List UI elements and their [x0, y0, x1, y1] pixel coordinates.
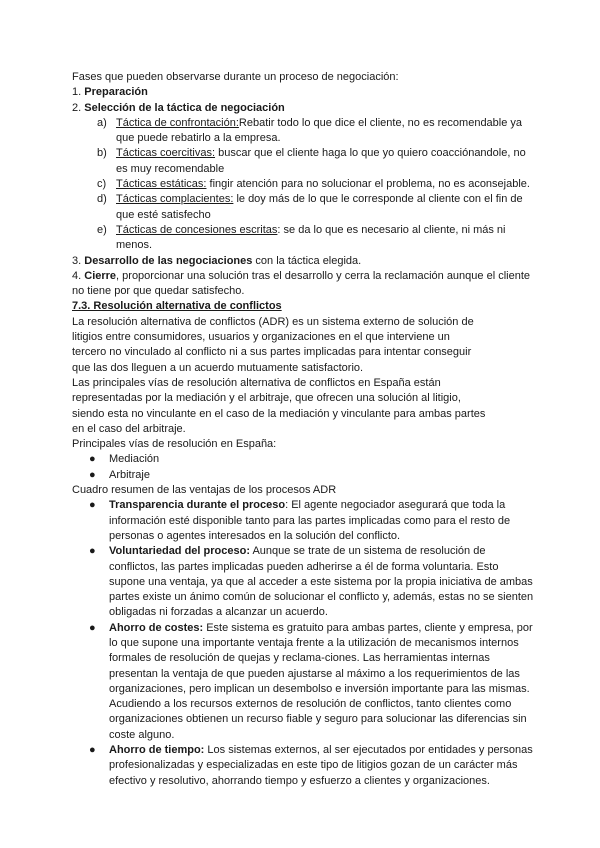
tactic-item [72, 192, 534, 223]
document-body [72, 70, 534, 789]
tactic-item [72, 116, 534, 147]
bullet-icon: ● [89, 621, 96, 634]
list-item [72, 468, 534, 483]
tactics-list [72, 116, 534, 254]
phase-text: con la táctica elegida. [252, 254, 362, 267]
phase-title: Selección de la táctica de negociación [84, 101, 285, 114]
bullet-icon: ● [89, 468, 96, 481]
tactic-text: buscar que el cliente haga lo que yo quiero coacciónandole, no es muy recomendable [116, 147, 526, 175]
phase-1 [72, 85, 534, 100]
tactic-letter: e) [97, 223, 107, 236]
tactic-text: le doy más de lo que le corresponde al cliente con el fin de que esté satisfecho [116, 193, 523, 221]
phase-number: 4. [72, 269, 82, 282]
tactic-item [72, 177, 534, 192]
advantage-text: Este sistema es gratuito para ambas partes, cliente y empresa, por lo que supone una importante ventaja frente a la utilización de mecanismos internos formales de resolución de quejas y reclama-ciones. Las herramientas internas presentan la ventaja de que pueden ajustarse al máximo a los requerimientos de las organizaciones, pero implican un desembolso e inversión importante para las mismas. Acudiendo a los recursos externos de resolución de conflictos, tanto clientes como organizaciones obtienen un recurso fiable y seguro para solucionar las diferencias sin coste alguno. [109, 621, 533, 741]
tactic-text: fingir atención para no solucionar el problema, no es aconsejable. [206, 178, 530, 191]
phase-2 [72, 101, 534, 116]
tactic-text: : se da lo que es necesario al cliente, ni más ni menos. [116, 223, 506, 252]
advantage-title: Ahorro de costes: [109, 621, 204, 634]
advantage-title: Transparencia durante el proceso [109, 499, 286, 512]
tactic-name: Tácticas de concesiones escritas [116, 223, 278, 236]
tactic-text: Rebatir todo lo que dice el cliente, no es recomendable ya que puede rebatirlo a la empresa. [116, 116, 523, 145]
phase-3 [72, 254, 534, 269]
bullet-icon: ● [89, 453, 96, 466]
list-item-text: Mediación [109, 453, 160, 466]
phase-title: Preparación [84, 86, 148, 99]
tactic-item [72, 223, 534, 254]
tactic-letter: c) [97, 178, 107, 191]
advantage-item [72, 498, 534, 544]
phase-number: 2. [72, 101, 82, 114]
advantage-item [72, 743, 534, 789]
phase-text: , proporcionar una solución tras el desarrollo y cerra la reclamación aunque el cliente no tiene por que quedar satisfecho. [72, 269, 530, 298]
tactic-letter: b) [97, 147, 107, 160]
phase-title: Desarrollo de las negociaciones [84, 254, 253, 267]
tactic-letter: a) [97, 116, 107, 129]
section-heading: 7.3. Resolución alternativa de conflictos [72, 300, 282, 313]
phase-number: 1. [72, 86, 82, 99]
paragraph-adr-vias: Las principales vías de resolución alternativa de conflictos en España están representadas por la mediación y el arbitraje, que ofrecen una solución al litigio, siendo esta no vinculante en el caso de la mediación y vinculante para ambas partes en el caso del arbitraje. [72, 376, 486, 435]
advantages-list [72, 498, 534, 789]
advantage-item [72, 544, 534, 620]
bullet-icon: ● [89, 744, 96, 757]
phase-number: 3. [72, 254, 82, 267]
tactic-name: Tácticas estáticas: [116, 178, 207, 191]
advantage-title: Voluntariedad del proceso: [109, 545, 250, 558]
tactic-name: Táctica de confrontación: [116, 116, 239, 129]
paragraph-adr-definition: La resolución alternativa de conflictos (ADR) es un sistema externo de solución de litigios entre consumidores, usuarios y organizaciones en el que interviene un tercero no vinculado al conflicto ni a sus partes implicadas para intentar conseguir que las dos lleguen a un acuerdo mutuamente satisfactorio. [72, 315, 474, 374]
vias-title: Principales vías de resolución en España: [72, 438, 277, 451]
advantage-title: Ahorro de tiempo: [109, 744, 205, 757]
advantage-item [72, 621, 534, 743]
phase-4 [72, 269, 534, 300]
list-item-text: Arbitraje [109, 468, 150, 481]
bullet-icon: ● [89, 545, 96, 558]
bullet-icon: ● [89, 499, 96, 512]
tactic-name: Tácticas complacientes: [116, 193, 234, 206]
advantage-text: Los sistemas externos, al ser ejecutados por entidades y personas profesionalizadas y especializadas en este tipo de litigios gozan de un carácter más efectivo y resolutivo, ahorrando tiempo y esfuerzo a clientes y organizaciones. [109, 744, 533, 787]
tactic-letter: d) [97, 193, 107, 206]
section-title [72, 299, 534, 314]
summary-title: Cuadro resumen de las ventajas de los procesos ADR [72, 484, 337, 497]
tactic-item [72, 146, 534, 177]
intro-line: Fases que pueden observarse durante un proceso de negociación: [72, 71, 399, 83]
advantage-text: : El agente negociador asegurará que toda la información esté disponible tanto para las partes implicadas como para el resto de personas o agentes interesados en la solución del conflicto. [109, 499, 511, 542]
list-item [72, 452, 534, 467]
phase-title: Cierre [84, 269, 117, 282]
tactic-name: Tácticas coercitivas: [116, 147, 216, 160]
advantage-text: Aunque se trate de un sistema de resolución de conflictos, las partes implicadas pueden adherirse a él de forma voluntaria. Esto supone una ventaja, ya que al acceder a este sistema por la propia iniciativa de ambas partes existe un ánimo común de solucionar el conflicto y, además, estas no se sienten obligadas ni forzadas a alcanzar un acuerdo. [109, 545, 534, 619]
